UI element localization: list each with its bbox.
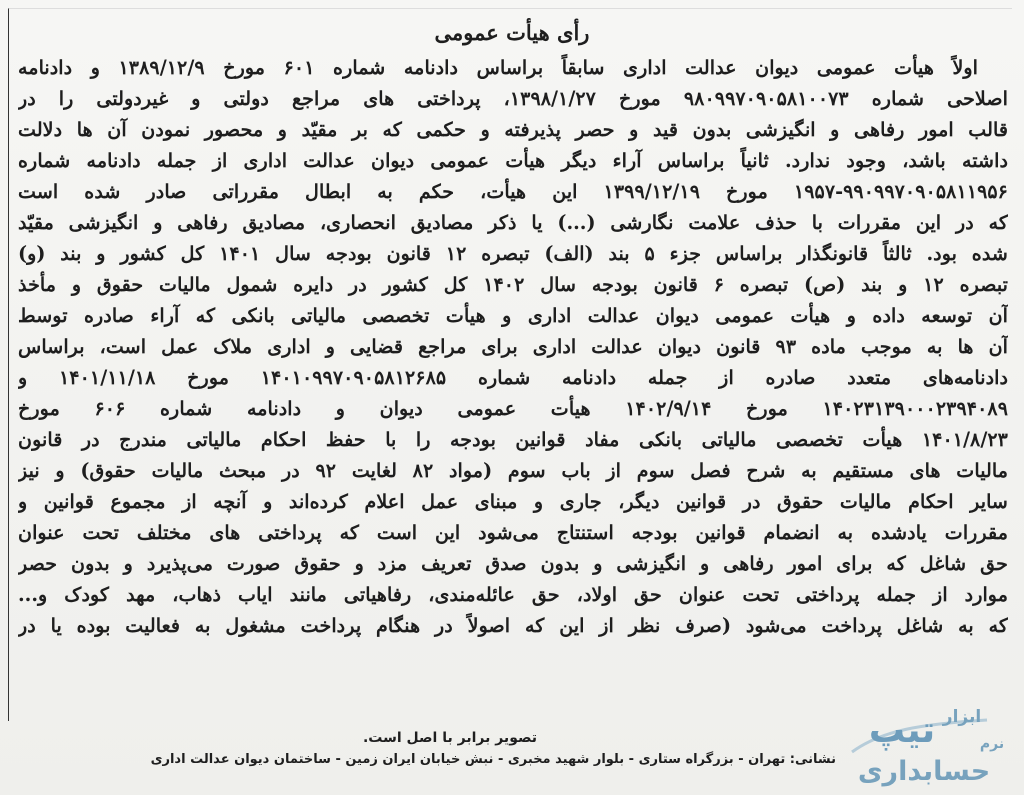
body-line: ۱۹۵۷-۹۹۰۹۹۷۰۹۰۵۸۱۱۹۵۶ مورخ ۱۳۹۹/۱۲/۱۹ این هیأت، حکم به ابطال مقرراتی صادر شده است: [18, 180, 1008, 203]
certification-note: تصویر برابر با اصل است.: [362, 730, 538, 746]
body-line: قالب امور رفاهی و انگیزشی بدون قید و حصر پذیرفته و حکمی که بر مقیّد و محصور نمودن آن ها دلالت: [18, 118, 1008, 141]
watermark-brand-top: ابزار: [942, 707, 982, 727]
body-line: اصلاحی شماره ۹۸۰۹۹۷۰۹۰۵۸۱۰۰۷۳ مورخ ۱۳۹۸/۱/۲۷، پرداختی های مراجع دولتی و غیردولتی را در: [18, 87, 1008, 110]
body-line: سایر احکام مالیات حقوق در قوانین دیگر، جاری و مبنای عمل اعلام کرده‌اند و آنچه از مجموع قوانین و: [18, 490, 1008, 513]
body-line: مقررات یادشده به انضمام قوانین بودجه استنتاج می‌شود این است که پرداختی های مختلف تحت عنوان: [18, 521, 1008, 544]
watermark-brand-main: تیپ: [868, 710, 936, 751]
body-line: شده بود. ثالثاً قانونگذار براساس جزء ۵ بند (الف) تبصره ۱۲ قانون بودجه سال ۱۴۰۱ کل کشور و بند (و): [18, 242, 1008, 265]
body-line: دادنامه‌های متعدد صادره از جمله دادنامه شماره ۱۴۰۱۰۹۹۷۰۹۰۵۸۱۲۶۸۵ مورخ ۱۴۰۱/۱۱/۱۸ و: [18, 366, 1008, 389]
body-line: مالیات های مستقیم به شرح فصل سوم از باب سوم (مواد ۸۲ لغایت ۹۲ در مبحث مالیات حقوق) و نیز: [18, 459, 1008, 482]
body-line: آن ها به موجب ماده ۹۳ قانون دیوان عدالت اداری برای مراجع قضایی و اداری ملاک عمل است، براساس: [18, 335, 1008, 358]
document-body: [18, 52, 1008, 641]
address-line: نشانی: تهران - بزرگراه ستاری - بلوار شهید مخبری - نبش خیابان ایران زمین - ساختمان دیوان عدالت اداری: [150, 752, 836, 767]
body-line: که به شاغل پرداخت می‌شود (صرف نظر از این که اصولاً در هنگام پرداخت مشغول به فعالیت بوده یا در: [18, 614, 1008, 637]
body-line: آن توسعه داده و هیأت عمومی دیوان عدالت اداری و هیأت تخصصی مالیاتی بانکی که آراء صادره توسط: [18, 304, 1008, 327]
body-line: ۱۴۰۲۳۱۳۹۰۰۰۲۳۹۴۰۸۹ مورخ ۱۴۰۲/۹/۱۴ هیأت عمومی دیوان و دادنامه شماره ۶۰۶ مورخ: [18, 397, 1008, 420]
body-line: داشته باشد، وجود ندارد. ثانیاً براساس آراء دیگر هیأت عمومی دیوان عدالت اداری از جمله دادنامه شماره: [18, 149, 1008, 172]
body-line: حق شاغل که برای امور رفاهی و انگیزشی و بدون صدق تعریف مزد و حقوق صورت می‌پذیرد و بدون حصر: [18, 552, 1008, 575]
body-line: ۱۴۰۱/۸/۲۳ هیأت تخصصی مالیاتی بانکی مفاد قوانین بودجه را با حفظ احکام مالیاتی مندرج در قانون: [18, 428, 1008, 451]
document-title: رأی هیأت عمومی: [434, 20, 590, 45]
body-line: اولاً هیأت عمومی دیوان عدالت اداری سابقاً براساس دادنامه شماره ۶۰۱ مورخ ۱۳۸۹/۱۲/۹ و دادنامه: [18, 56, 979, 79]
body-line: تبصره ۱۲ و بند (ص) تبصره ۶ قانون بودجه سال ۱۴۰۲ کل کشور در دایره شمول مالیات حقوق و مأخذ: [18, 273, 1008, 296]
watermark-brand-side: نرم: [979, 736, 1005, 752]
watermark-logo: [812, 690, 1017, 790]
body-line: موارد از جمله پرداختی تحت عنوان حق اولاد، حق عائله‌مندی، رفاهیاتی مانند ایاب ذهاب، مهد کودک و...: [18, 583, 1008, 606]
watermark-brand-bottom: حسابداری: [857, 756, 991, 787]
body-line: که در این مقررات با حذف علامت نگارشی (...) یا ذکر مصادیق انحصاری، مصادیق رفاهی و انگیزشی مقیّد: [18, 211, 1008, 234]
